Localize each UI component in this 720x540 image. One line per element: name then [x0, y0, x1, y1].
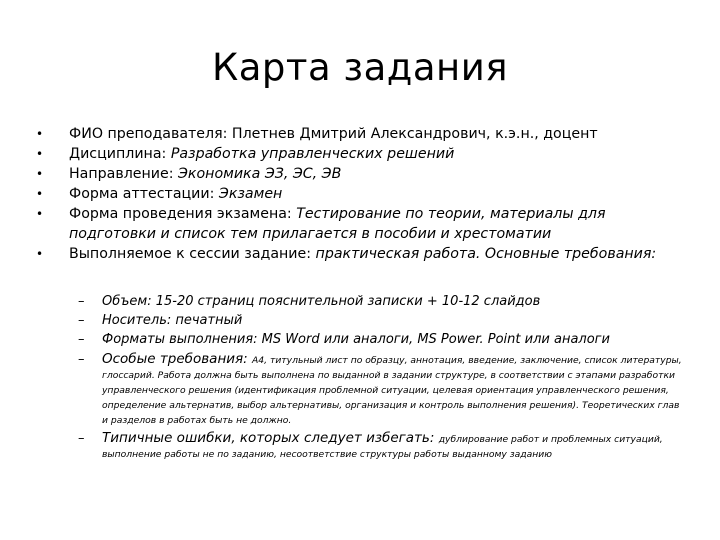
requirement-text: Объем: 15-20 страниц пояснительной записки + 10-12 слайдов [102, 294, 541, 309]
slide-title: Карта задания [211, 46, 508, 89]
list-item-teacher [36, 125, 686, 145]
list-item-task [36, 245, 686, 265]
list-item-exam-form [36, 205, 686, 244]
item-label: Выполняемое к сессии задание: [69, 245, 316, 262]
dash-icon: – [78, 431, 85, 446]
bullet-icon: • [36, 246, 44, 261]
bullet-icon: • [36, 187, 44, 201]
bullet-icon: • [36, 207, 44, 221]
dash-icon: – [78, 294, 85, 309]
requirements-list [78, 292, 688, 461]
item-value: Экзамен [218, 186, 283, 202]
item-value: Разработка управленческих решений [170, 146, 455, 162]
item-label: ФИО преподавателя: Плетнев Дмитрий Александрович, к.э.н., доцент [69, 126, 598, 142]
bullet-icon: • [36, 167, 44, 181]
main-bullet-list [36, 125, 686, 265]
requirement-heading: Особые требования: [102, 351, 253, 367]
item-label: Дисциплина: [69, 146, 171, 162]
requirement-details: А4, титульный лист по образцу, аннотация, введение, заключение, список литературы, глоссарий. Работа должна быть выполнена по выданной в задании структуре, в соответствии с этапами разработки управленческого решения (идентификация проблемной ситуации, целевая ориентация управленческого решения, определение альтернатив, выбор альтернативы, организация и контроль выполнения решения). Теоретических глав и разделов в работах быть не должно. [102, 355, 682, 426]
item-label: Направление: [69, 166, 179, 182]
dash-icon: – [78, 332, 85, 347]
requirement-details: дублирование работ и проблемных ситуаций, выполнение работы не по заданию, несоответствие структуры работы выданному заданию [102, 434, 663, 460]
bullet-icon: • [36, 147, 44, 161]
list-item-direction [36, 165, 686, 185]
requirement-item-formats [78, 330, 688, 349]
item-label: Форма аттестации: [69, 186, 219, 202]
requirement-heading: Типичные ошибки, которых следует избегать: [102, 430, 439, 446]
item-value: Тестирование по теории, материалы для подготовки и список тем прилагается в пособии и хрестоматии [69, 206, 606, 242]
list-item-attestation [36, 185, 686, 205]
dash-icon: – [78, 313, 85, 328]
requirement-item-errors [78, 431, 688, 461]
bullet-icon: • [36, 127, 44, 141]
list-item-discipline [36, 145, 686, 165]
dash-icon: – [78, 352, 85, 367]
requirement-text: Форматы выполнения: MS Word или аналоги, MS Power. Point или аналоги [102, 332, 610, 347]
requirement-item-volume [78, 292, 688, 311]
item-label: Форма проведения экзамена: [69, 206, 297, 222]
requirement-text: Носитель: печатный [102, 313, 243, 328]
requirement-item-special [78, 352, 688, 427]
requirement-item-medium [78, 311, 688, 330]
item-value: Экономика ЭЗ, ЭС, ЭВ [178, 166, 342, 182]
item-value: практическая работа. Основные требования: [315, 245, 657, 262]
